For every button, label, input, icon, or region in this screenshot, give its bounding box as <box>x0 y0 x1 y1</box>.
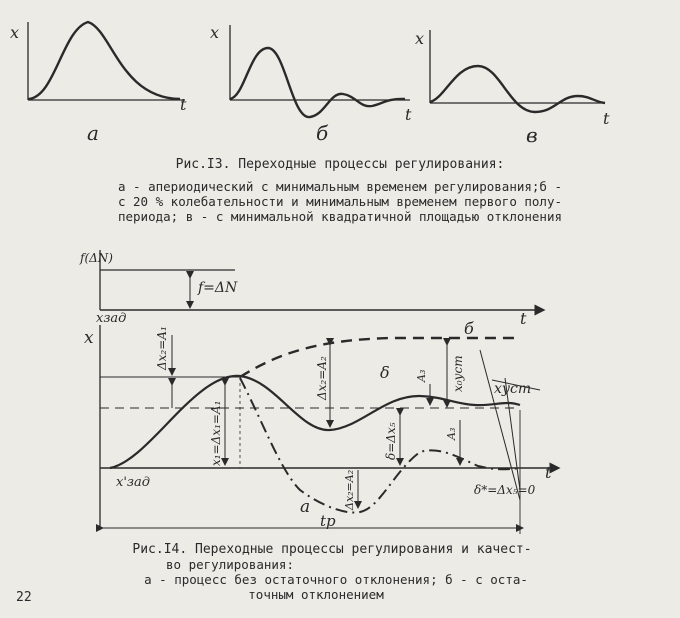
label-delta: δ=Δx₅ <box>384 422 398 460</box>
fig14-caption-title: Рис.I4. Переходные процессы регулирования и качест- <box>132 542 532 557</box>
fig13-panel-b <box>230 25 410 117</box>
fig14-caption-line-2: а - процесс без остаточного отклонения; б - с оста- <box>144 572 528 587</box>
curve-envelope-dashed <box>240 338 515 377</box>
fig13-v-panel-label: в <box>526 123 538 147</box>
fig14-t-axis-label: t <box>545 463 552 482</box>
fig14-caption-line-3: точным отклонением <box>248 587 384 602</box>
fig14-xzad-bottom: x'зад <box>116 475 150 490</box>
label-a3-lower: A₃ <box>445 427 458 440</box>
fig13-v-x-label: x <box>415 29 425 48</box>
label-x1-dx1-a1: x₁=Δx₁=A₁ <box>209 400 223 466</box>
fig13-panel-v <box>430 30 605 112</box>
fig13-b-t-label: t <box>405 105 412 124</box>
fig14-f-axis-label: f(ΔN) <box>80 251 113 265</box>
fig14-step-label: f=ΔN <box>198 280 238 296</box>
fig14-xzad-top: xзад <box>96 311 127 326</box>
label-tp: tр <box>320 512 336 530</box>
fig13-caption-line-2: с 20 % колебательности и минимальным временем первого полу- <box>117 194 562 209</box>
page-number: 22 <box>16 590 32 605</box>
label-dx2-a1: Δx₂=A₁ <box>155 326 169 370</box>
fig13-v-t-label: t <box>603 109 610 128</box>
label-delta-zero: δ*=Δx₅=0 <box>474 483 536 497</box>
label-curve-b: б <box>464 319 474 338</box>
label-delta-curve: δ <box>380 363 390 382</box>
curve-aperiodic <box>28 22 180 99</box>
fig13-a-x-label: x <box>10 23 20 42</box>
label-x0-ust: x₀уст <box>451 355 465 392</box>
fig14-step-input <box>100 250 540 310</box>
fig13-caption-title: Рис.I3. Переходные процессы регулирования: <box>175 157 505 172</box>
fig13-caption-line-1: а - апериодический с минимальным временем регулирования;б - <box>117 179 562 194</box>
fig13-a-t-label: t <box>180 95 187 114</box>
fig13-panel-a <box>28 22 185 100</box>
fig13-a-panel-label: а <box>87 121 99 145</box>
fig13-b-panel-label: б <box>316 121 329 145</box>
fig14-x-axis-label: x <box>84 328 94 348</box>
fig14-top-t-label: t <box>520 309 527 328</box>
fig13-caption-line-3: периода; в - с минимальной квадратичной площадью отклонения <box>117 209 562 224</box>
curve-min-area <box>430 66 605 112</box>
curve-damped <box>230 48 405 117</box>
fig13-b-x-label: x <box>210 23 220 42</box>
fig14-caption-line-1: во регулирования: <box>166 557 294 572</box>
label-curve-a: а <box>300 497 311 517</box>
label-dx2-a2-low: Δx₂=A₂ <box>343 469 356 510</box>
label-dx2-a2: Δx₂=A₂ <box>315 356 329 400</box>
label-xust: xуст <box>494 381 532 397</box>
label-a3-upper: A₃ <box>415 369 428 382</box>
